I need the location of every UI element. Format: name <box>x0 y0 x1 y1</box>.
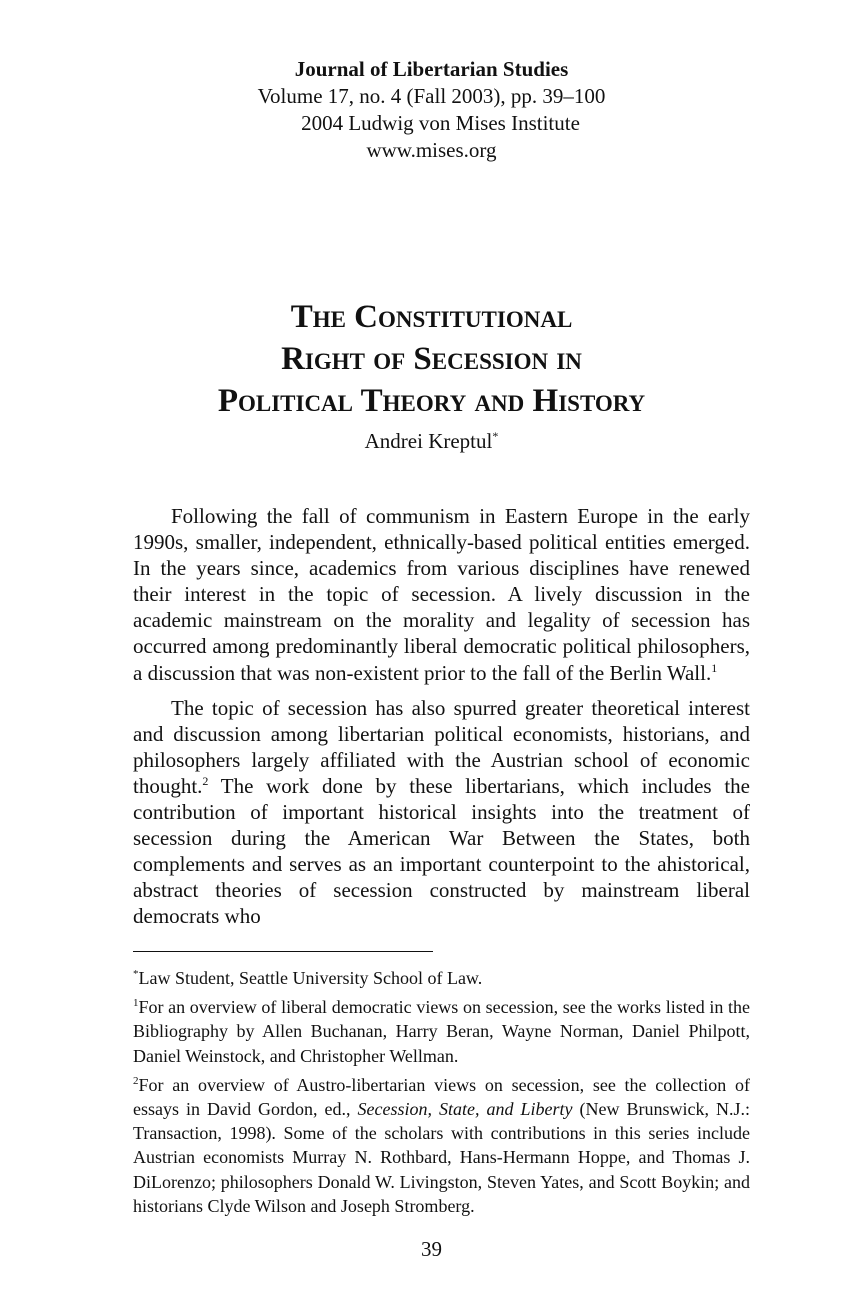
footnote-2-text-b: (New Brunswick, N.J.: Transaction, 1998). Some of the scholars with contributions in this series include Austrian economists Murray N. Rothbard, Hans-Hermann Hoppe, and Thomas J. DiLorenzo; philosophers Donald W. Livingston, Steven Yates, and Scott Boykin; and historians Clyde Wilson and Joseph Stromberg. <box>133 1099 751 1216</box>
footnotes <box>133 966 750 1223</box>
footnote-star-text: Law Student, Seattle University School of Law. <box>138 968 483 988</box>
article-body <box>133 503 750 939</box>
footnote-ref-2[interactable]: 2 <box>202 773 209 788</box>
footnote-star-mark: * <box>133 968 139 980</box>
author-name: Andrei Kreptul <box>364 429 493 453</box>
author-line <box>0 428 863 455</box>
footnote-2 <box>133 1073 750 1218</box>
page-number: 39 <box>421 1237 442 1261</box>
paragraph-2-text-b: The work done by these libertarians, which includes the contribution of important historical insights into the treatment of secession during the American War Between the States, both complements and serves as an important counterpoint to the ahistorical, abstract theories of secession constructed by mainstream liberal democrats who <box>133 773 750 929</box>
article-title <box>0 296 863 422</box>
website-link[interactable]: www.mises.org <box>366 138 497 162</box>
footnote-star <box>133 966 750 990</box>
footnote-2-mark: 2 <box>133 1074 139 1087</box>
volume-info: Volume 17, no. 4 (Fall 2003), pp. 39–100 <box>257 84 606 108</box>
footnote-ref-1[interactable]: 1 <box>711 660 718 675</box>
footnote-1-mark: 1 <box>133 997 139 1010</box>
title-line-3: Political Theory and History <box>217 383 646 419</box>
footnote-divider <box>133 951 433 952</box>
paragraph-1-text: Following the fall of communism in Eastern Europe in the early 1990s, smaller, independent, ethnically-based political entities emerged. In the years since, academics from various disciplines have renewed their interest in the topic of secession. A lively discussion in the academic mainstream on the morality and legality of secession has occurred among predominantly liberal democratic political philosophers, a discussion that was non-existent prior to the fall of the Berlin Wall. <box>133 504 750 685</box>
paragraph-2-text-a: The topic of secession has also spurred greater theoretical interest and discussion among libertarian political economists, historians, and philosophers largely affiliated with the Austrian school of economic thought. <box>133 695 750 798</box>
title-line-2: Right of Secession in <box>281 341 582 377</box>
footnote-2-text-a: For an overview of Austro-libertarian views on secession, see the collection of essays in David Gordon, ed., <box>133 1074 750 1120</box>
copyright-line: 2004 Ludwig von Mises Institute <box>301 111 580 135</box>
footnote-1-text: For an overview of liberal democratic views on secession, see the works listed in the Bibliography by Allen Buchanan, Harry Beran, Wayne Norman, Daniel Philpott, Daniel Weinstock, and Christopher Wellman. <box>133 997 750 1066</box>
author-footnote-mark[interactable]: * <box>492 429 499 443</box>
footnote-2-book-title: Secession, State, and Liberty <box>357 1099 573 1120</box>
footnote-1 <box>133 995 750 1068</box>
title-line-1: The Constitutional <box>290 299 573 335</box>
paragraph-2 <box>133 695 750 930</box>
journal-name: Journal of Libertarian Studies <box>294 57 569 81</box>
paragraph-1 <box>133 503 750 686</box>
journal-header <box>0 56 863 164</box>
